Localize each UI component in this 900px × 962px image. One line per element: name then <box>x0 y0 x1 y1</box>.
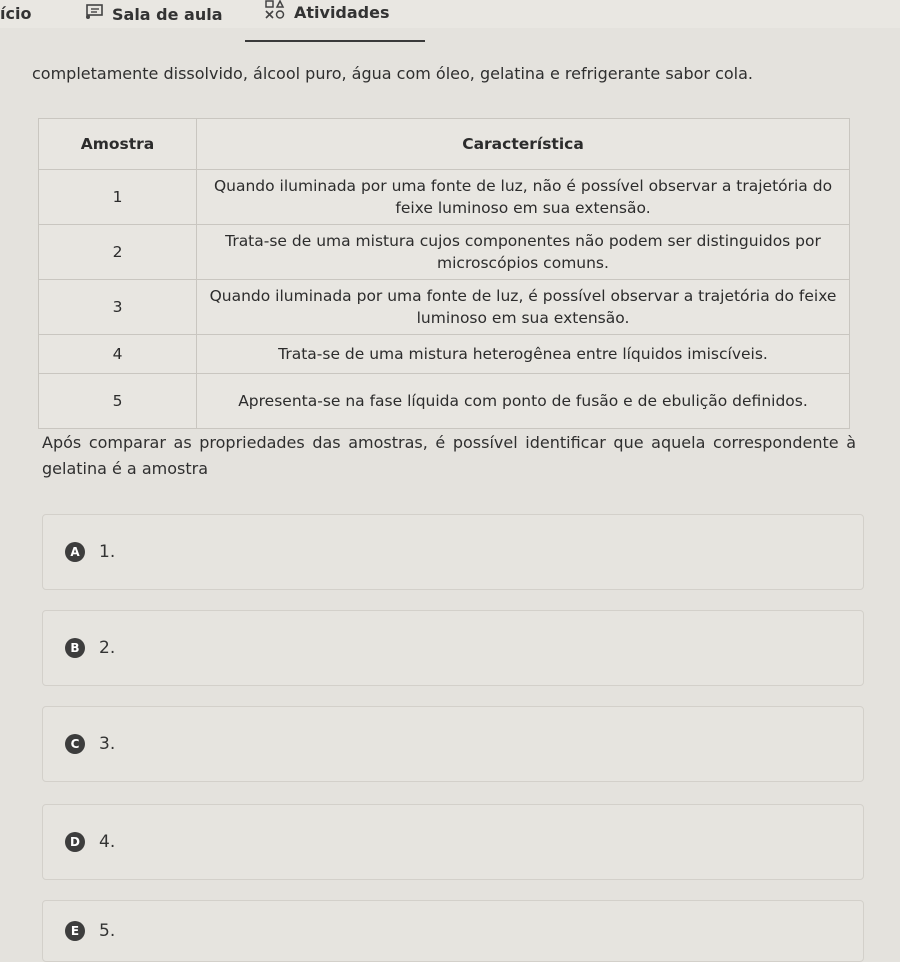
option-value: 3. <box>99 734 116 754</box>
option-letter-badge: B <box>65 638 85 658</box>
activities-shapes-icon <box>264 0 286 24</box>
option-letter-badge: C <box>65 734 85 754</box>
table-row <box>39 225 850 280</box>
option-d[interactable] <box>42 804 864 880</box>
option-letter-badge: D <box>65 832 85 852</box>
option-value: 2. <box>99 638 116 658</box>
nav-classroom-label: Sala de aula <box>112 4 223 24</box>
nav-home[interactable] <box>0 4 31 23</box>
nav-home-label: ício <box>0 4 32 23</box>
option-e[interactable] <box>42 900 864 962</box>
question-intro: completamente dissolvido, álcool puro, água com óleo, gelatina e refrigerante sabor cola. <box>32 64 753 83</box>
sample-number: 4 <box>39 335 197 374</box>
samples-table <box>38 118 850 429</box>
nav-classroom[interactable] <box>84 4 223 24</box>
active-tab-indicator <box>245 40 425 42</box>
sample-characteristic: Quando iluminada por uma fonte de luz, não é possível observar a trajetória do feixe luminoso em sua extensão. <box>197 170 850 225</box>
header-characteristic: Característica <box>197 119 850 170</box>
sample-number: 5 <box>39 374 197 429</box>
sample-number: 3 <box>39 280 197 335</box>
table-row <box>39 374 850 429</box>
option-value: 5. <box>99 921 116 941</box>
table-row <box>39 335 850 374</box>
table-row <box>39 170 850 225</box>
nav-activities[interactable] <box>264 0 390 24</box>
sample-number: 2 <box>39 225 197 280</box>
option-a[interactable] <box>42 514 864 590</box>
option-value: 4. <box>99 832 116 852</box>
table-header-row <box>39 119 850 170</box>
sample-characteristic: Quando iluminada por uma fonte de luz, é possível observar a trajetória do feixe luminoso em sua extensão. <box>197 280 850 335</box>
sample-characteristic: Trata-se de uma mistura heterogênea entre líquidos imiscíveis. <box>197 335 850 374</box>
nav-activities-label: Atividades <box>294 2 390 22</box>
option-letter-badge: E <box>65 921 85 941</box>
option-value: 1. <box>99 542 116 562</box>
sample-characteristic: Apresenta-se na fase líquida com ponto de fusão e de ebulição definidos. <box>197 374 850 429</box>
sample-number: 1 <box>39 170 197 225</box>
top-navigation <box>0 0 900 28</box>
sample-characteristic: Trata-se de uma mistura cujos componentes não podem ser distinguidos por microscópios comuns. <box>197 225 850 280</box>
option-letter-badge: A <box>65 542 85 562</box>
header-sample: Amostra <box>39 119 197 170</box>
classroom-board-icon <box>84 4 104 24</box>
question-prompt: Após comparar as propriedades das amostras, é possível identificar que aquela correspondente à gelatina é a amostra <box>42 433 856 478</box>
option-c[interactable] <box>42 706 864 782</box>
option-b[interactable] <box>42 610 864 686</box>
table-row <box>39 280 850 335</box>
